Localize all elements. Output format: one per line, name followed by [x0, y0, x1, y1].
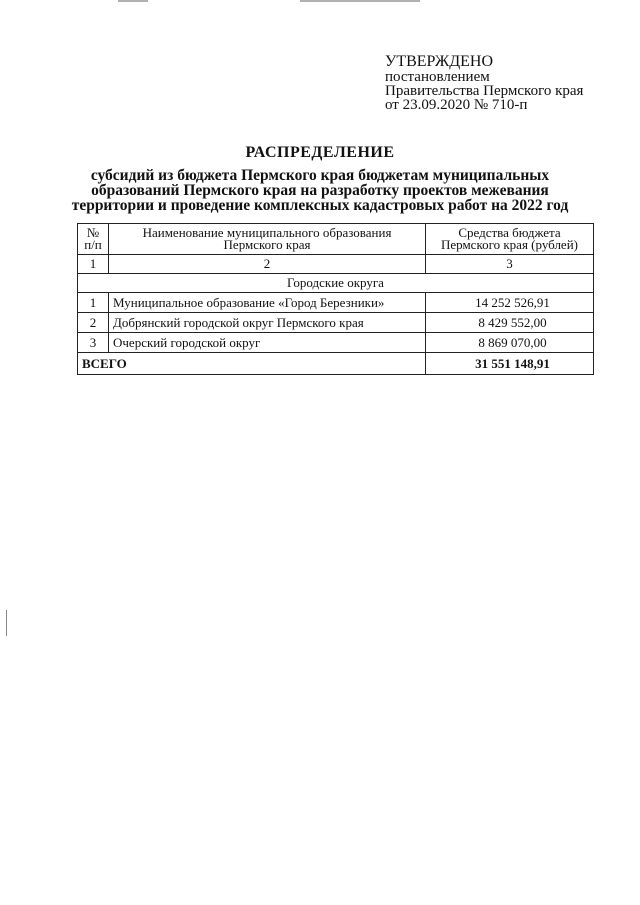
row-num: 2	[78, 313, 109, 333]
total-amount: 31 551 148,91	[426, 353, 594, 375]
row-amount: 14 252 526,91	[426, 293, 594, 313]
approval-line: постановлением	[385, 69, 490, 85]
row-num: 3	[78, 333, 109, 353]
approval-heading: УТВЕРЖДЕНО	[385, 53, 494, 70]
document-title: РАСПРЕДЕЛЕНИЕ	[245, 144, 395, 161]
group-label: Городские округа	[78, 274, 594, 293]
subtitle-line: субсидий из бюджета Пермского края бюджетам муниципальных	[90, 167, 550, 184]
scan-artifact	[6, 610, 7, 636]
column-index-row	[78, 255, 594, 274]
row-num: 1	[78, 293, 109, 313]
table-header-row	[78, 224, 594, 255]
header-amount: Средства бюджета Пермского края (рублей)	[426, 224, 594, 255]
subtitle-line: территории и проведение комплексных кадастровых работ на 2022 год	[71, 197, 569, 214]
column-index: 3	[426, 255, 594, 274]
document-subtitle	[60, 168, 580, 213]
document-heading	[60, 144, 580, 213]
header-name: Наименование муниципального образования Пермского края	[109, 224, 426, 255]
group-row	[78, 274, 594, 293]
column-index: 2	[109, 255, 426, 274]
scan-artifact	[118, 0, 148, 2]
table-row	[78, 333, 594, 353]
table-row	[78, 313, 594, 333]
table-row	[78, 293, 594, 313]
row-name: Очерский городской округ	[109, 333, 426, 353]
column-index: 1	[78, 255, 109, 274]
approval-stamp	[385, 54, 583, 112]
approval-line: Правительства Пермского края	[385, 83, 584, 99]
approval-date: от 23.09.2020 № 710-п	[385, 97, 528, 113]
row-name: Муниципальное образование «Город Березники»	[109, 293, 426, 313]
total-row	[78, 353, 594, 375]
total-label: ВСЕГО	[78, 353, 426, 375]
distribution-table	[77, 223, 594, 375]
row-amount: 8 429 552,00	[426, 313, 594, 333]
header-num: № п/п	[78, 224, 109, 255]
subtitle-line: образований Пермского края на разработку проектов межевания	[91, 182, 549, 199]
row-amount: 8 869 070,00	[426, 333, 594, 353]
row-name: Добрянский городской округ Пермского края	[109, 313, 426, 333]
scan-artifact	[300, 0, 420, 2]
